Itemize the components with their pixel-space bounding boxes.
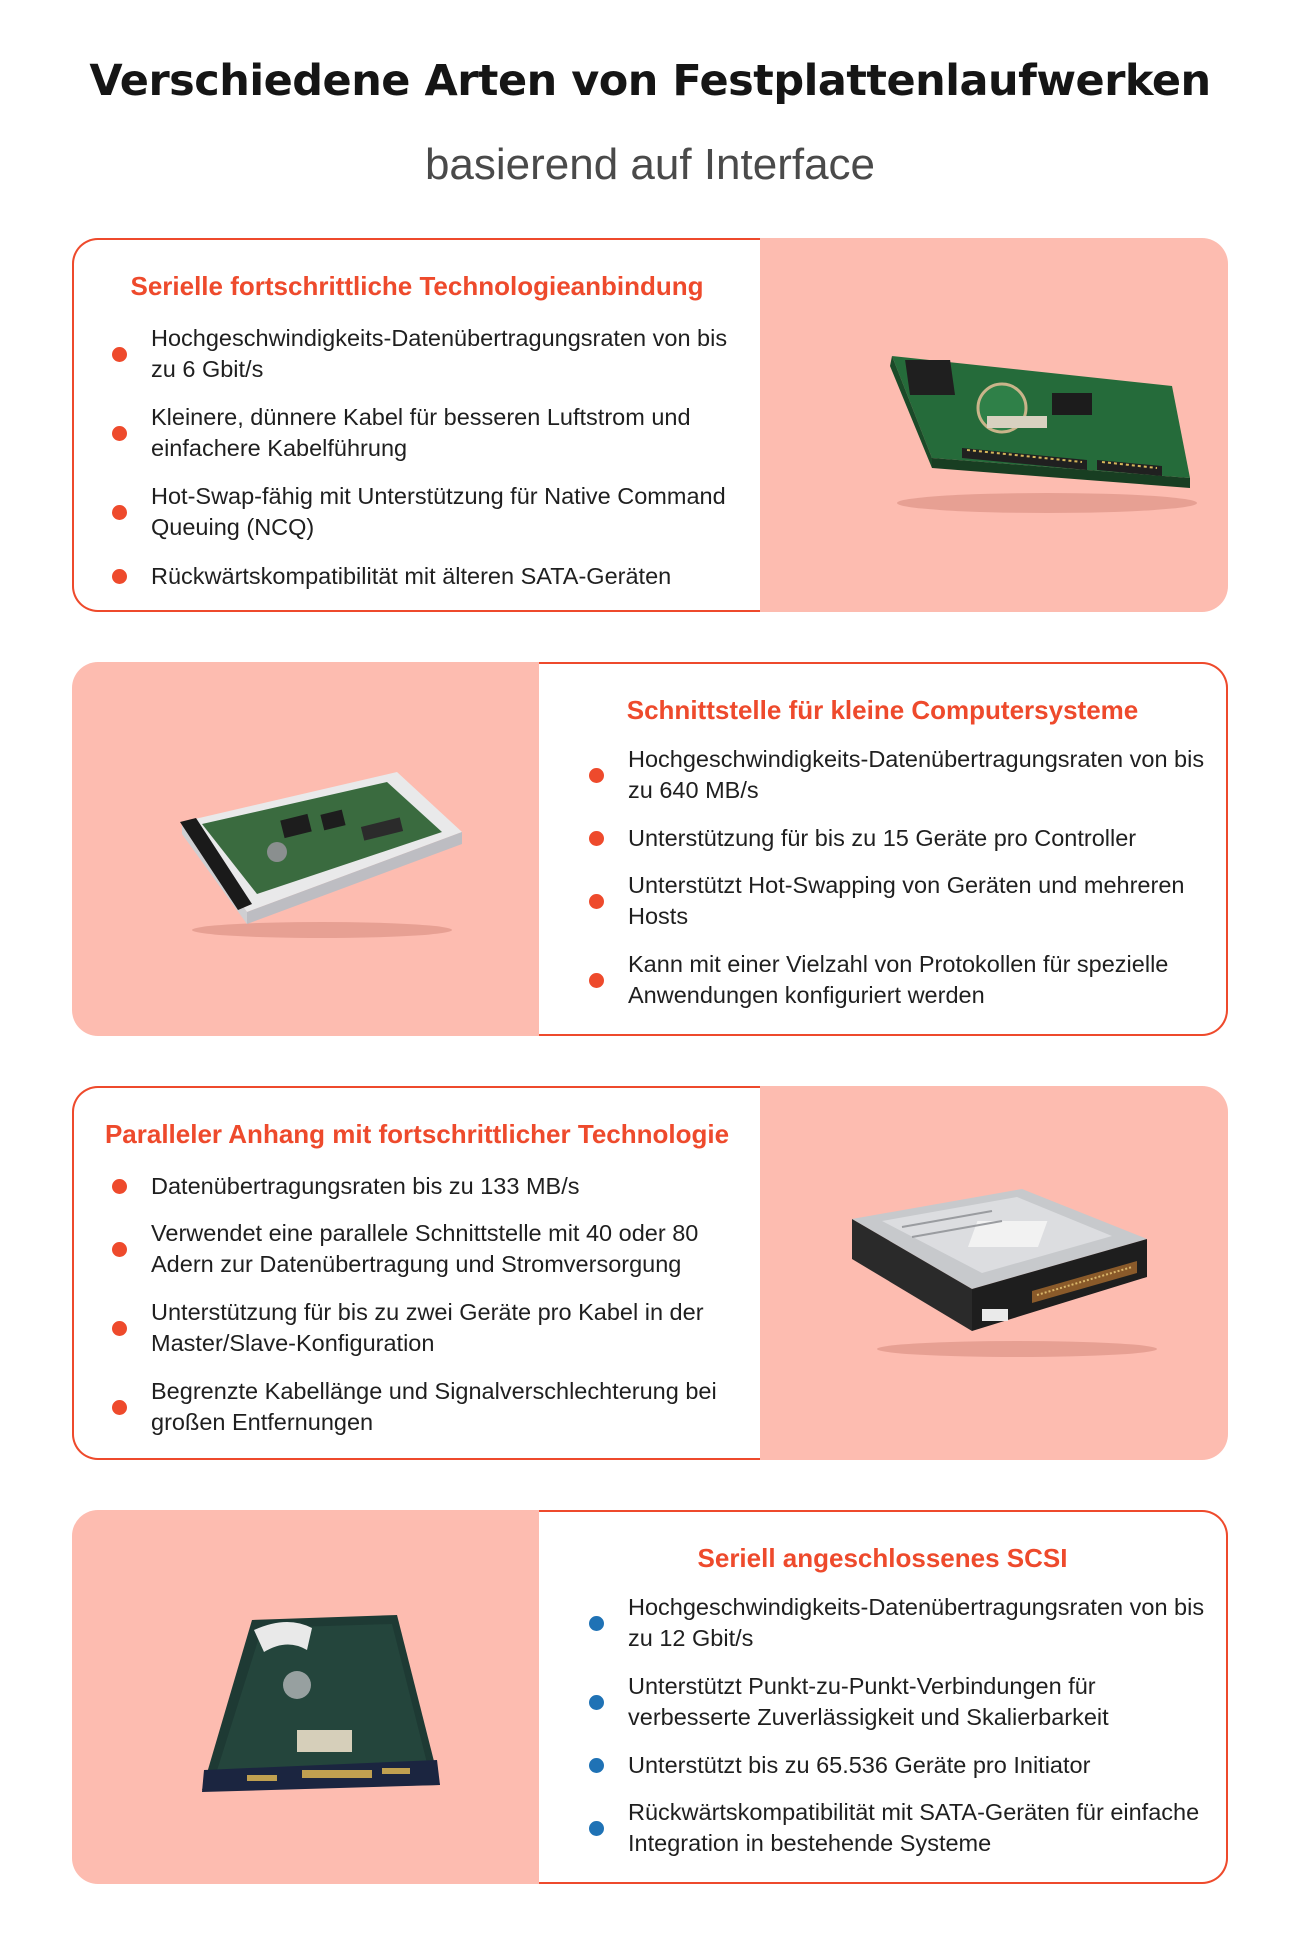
info-card	[539, 662, 1228, 1036]
section-sata	[72, 238, 1228, 612]
bullet-dot-icon	[112, 1179, 127, 1194]
bullet-dot-icon	[112, 1400, 127, 1415]
bullet-dot-icon	[112, 426, 127, 441]
bullet-text: Verwendet eine parallele Schnittstelle mit 40 oder 80 Adern zur Datenübertragung und Stromversorgung	[151, 1220, 699, 1277]
bullet-dot-icon	[112, 347, 127, 362]
list-item	[589, 1795, 1209, 1861]
bullet-dot-icon	[112, 1242, 127, 1257]
list-item	[589, 821, 1209, 855]
bullet-dot-icon	[589, 1758, 604, 1773]
info-card	[72, 1086, 760, 1460]
bullet-list	[589, 1590, 1209, 1874]
section-title: Serielle fortschrittliche Technologieanbindung	[130, 271, 704, 301]
bullet-text: Unterstützt Punkt-zu-Punkt-Verbindungen für verbesserte Zuverlässigkeit und Skalierbarkeit	[628, 1673, 1109, 1730]
bullet-text: Hochgeschwindigkeits-Datenübertragungsraten von bis zu 12 Gbit/s	[628, 1594, 1205, 1651]
list-item	[112, 1169, 742, 1203]
list-item	[112, 1295, 742, 1361]
pata-hard-drive-image	[842, 1181, 1172, 1361]
page-title: Verschiedene Arten von Festplattenlaufwerken	[89, 56, 1211, 106]
bullet-dot-icon	[589, 1616, 604, 1631]
sata-hard-drive-image	[872, 338, 1212, 518]
list-item	[112, 400, 742, 466]
bullet-text: Begrenzte Kabellänge und Signalverschlechterung bei großen Entfernungen	[151, 1378, 717, 1435]
bullet-text: Unterstützt bis zu 65.536 Geräte pro Initiator	[628, 1751, 1091, 1778]
bullet-list	[112, 1169, 742, 1453]
section-title: Seriell angeschlossenes SCSI	[697, 1543, 1068, 1573]
bullet-text: Unterstützung für bis zu zwei Geräte pro Kabel in der Master/Slave-Konfiguration	[151, 1299, 704, 1356]
bullet-list	[112, 321, 742, 607]
section-title: Schnittstelle für kleine Computersysteme	[626, 695, 1139, 725]
list-item	[589, 1590, 1209, 1656]
bullet-dot-icon	[589, 973, 604, 988]
bullet-dot-icon	[589, 831, 604, 846]
list-item	[589, 868, 1209, 934]
bullet-dot-icon	[112, 569, 127, 584]
bullet-dot-icon	[589, 768, 604, 783]
list-item	[589, 947, 1209, 1013]
list-item	[112, 558, 742, 594]
bullet-text: Unterstützt Hot-Swapping von Geräten und mehreren Hosts	[628, 872, 1185, 929]
bullet-text: Hochgeschwindigkeits-Datenübertragungsraten von bis zu 6 Gbit/s	[151, 325, 728, 382]
bullet-text: Datenübertragungsraten bis zu 133 MB/s	[151, 1172, 580, 1199]
list-item	[112, 1216, 742, 1282]
list-item	[589, 1669, 1209, 1735]
page-subtitle: basierend auf Interface	[424, 140, 876, 189]
scsi-hard-drive-image	[172, 762, 472, 942]
bullet-text: Rückwärtskompatibilität mit älteren SATA-Geräten	[151, 562, 672, 589]
sas-hard-drive-image	[192, 1610, 452, 1800]
bullet-dot-icon	[589, 894, 604, 909]
bullet-text: Rückwärtskompatibilität mit SATA-Geräten für einfache Integration in bestehende Systeme	[628, 1799, 1200, 1856]
list-item	[112, 479, 742, 545]
info-card	[539, 1510, 1228, 1884]
list-item	[589, 1748, 1209, 1782]
bullet-dot-icon	[112, 1321, 127, 1336]
bullet-dot-icon	[589, 1695, 604, 1710]
section-title: Paralleler Anhang mit fortschrittlicher Technologie	[104, 1119, 730, 1149]
bullet-text: Kleinere, dünnere Kabel für besseren Luftstrom und einfachere Kabelführung	[151, 404, 691, 461]
section-sas	[72, 1510, 1228, 1884]
info-card	[72, 238, 760, 612]
list-item	[112, 1374, 742, 1440]
list-item	[589, 742, 1209, 808]
bullet-text: Unterstützung für bis zu 15 Geräte pro Controller	[628, 824, 1137, 851]
section-scsi	[72, 662, 1228, 1036]
list-item	[112, 321, 742, 387]
section-pata	[72, 1086, 1228, 1460]
bullet-list	[589, 742, 1209, 1026]
bullet-dot-icon	[589, 1821, 604, 1836]
bullet-dot-icon	[112, 505, 127, 520]
bullet-text: Kann mit einer Vielzahl von Protokollen für spezielle Anwendungen konfiguriert werden	[628, 951, 1169, 1008]
bullet-text: Hochgeschwindigkeits-Datenübertragungsraten von bis zu 640 MB/s	[628, 746, 1205, 803]
bullet-text: Hot-Swap-fähig mit Unterstützung für Native Command Queuing (NCQ)	[151, 483, 726, 540]
